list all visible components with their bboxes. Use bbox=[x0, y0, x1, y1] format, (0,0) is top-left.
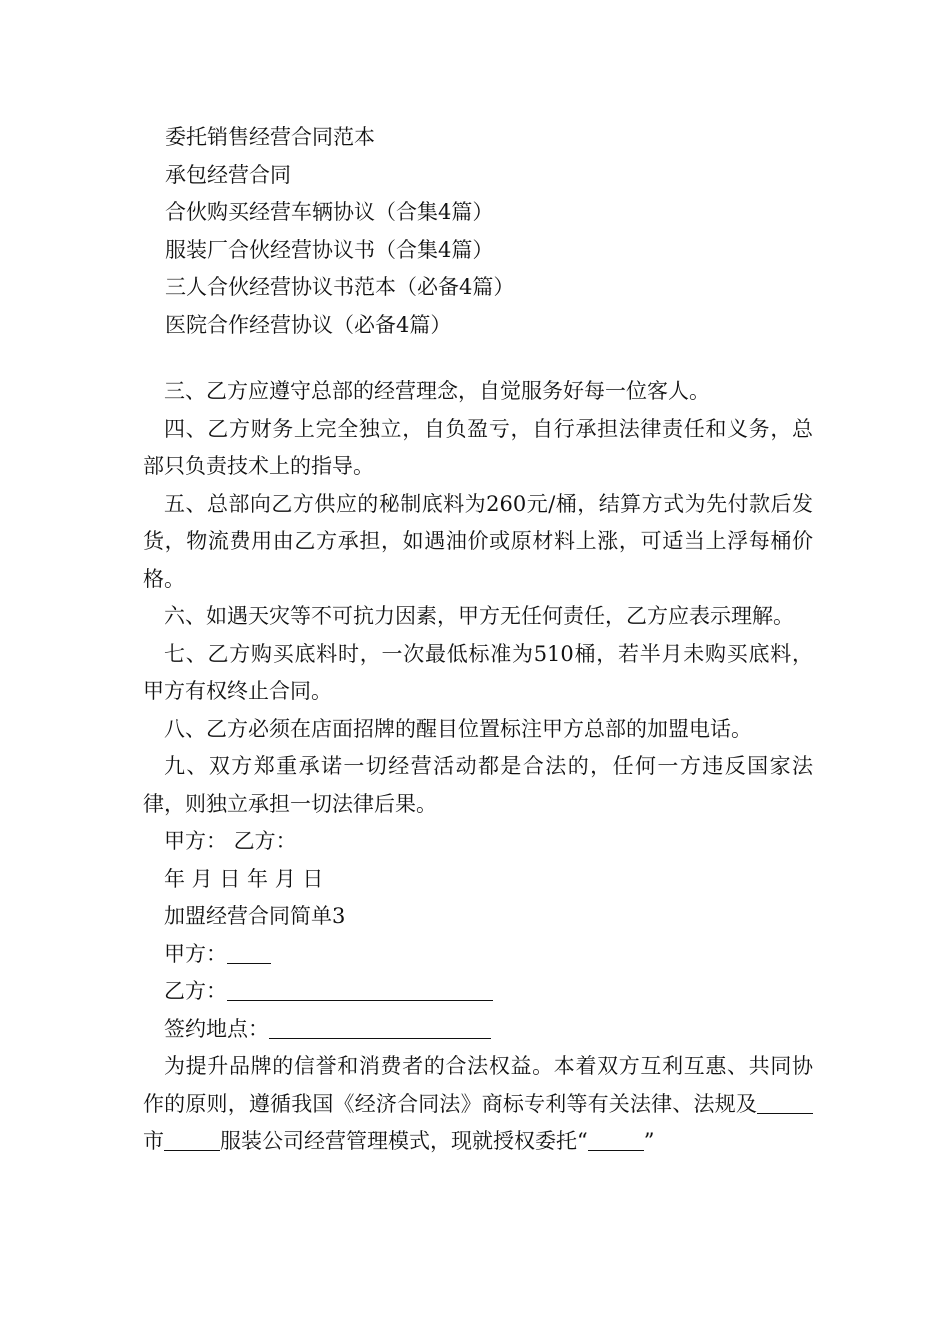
signing-place-line bbox=[143, 1011, 813, 1049]
intro-part2: 服装公司经营管理模式，现就授权委托“ bbox=[220, 1129, 588, 1153]
clause-5: 五、总部向乙方供应的秘制底料为260元/桶，结算方式为先付款后发货，物流费用由乙方承担，如遇油价或原材料上涨，可适当上浮每桶价格。 bbox=[143, 491, 813, 591]
party-b-blank[interactable] bbox=[227, 977, 493, 1001]
party-a-blank[interactable] bbox=[227, 940, 271, 964]
party-a-line bbox=[143, 936, 813, 974]
related-doc-item[interactable]: 服装厂合伙经营协议书（合集4篇） bbox=[165, 237, 494, 262]
intro-part1: 为提升品牌的信誉和消费者的合法权益。本着双方互利互惠、共同协作的原则，遵循我国《经济合同法》商标专利等有关法律、法规及 bbox=[143, 1054, 813, 1116]
intro-quote-end: ” bbox=[643, 1129, 655, 1153]
related-doc-item[interactable]: 医院合作经营协议（必备4篇） bbox=[165, 312, 452, 337]
city-blank[interactable] bbox=[164, 1127, 220, 1151]
clause-7: 七、乙方购买底料时，一次最低标准为510桶，若半月未购买底料，甲方有权终止合同。 bbox=[143, 641, 813, 703]
clause-6: 六、如遇天灾等不可抗力因素，甲方无任何责任，乙方应表示理解。 bbox=[164, 604, 794, 628]
related-doc-item[interactable]: 合伙购买经营车辆协议（合集4篇） bbox=[165, 200, 494, 224]
clause-9: 九、双方郑重承诺一切经营活动都是合法的，任何一方违反国家法律，则独立承担一切法律后果。 bbox=[143, 754, 813, 816]
signature-date: 年 月 日 年 月 日 bbox=[164, 866, 324, 891]
authorized-party-blank[interactable] bbox=[588, 1127, 644, 1151]
signing-place-blank[interactable] bbox=[269, 1015, 491, 1039]
contract-3-intro bbox=[143, 1048, 813, 1161]
party-b-label: 乙方： bbox=[164, 979, 227, 1003]
contract-3-title: 加盟经营合同简单3 bbox=[164, 904, 346, 928]
intro-city: 市 bbox=[143, 1129, 164, 1153]
signature-parties: 甲方： 乙方： bbox=[164, 829, 297, 853]
related-doc-item[interactable]: 三人合伙经营协议书范本（必备4篇） bbox=[165, 275, 515, 299]
signing-place-label: 签约地点： bbox=[164, 1016, 269, 1041]
related-documents-list bbox=[165, 119, 865, 344]
clause-3: 三、乙方应遵守总部的经营理念，自觉服务好每一位客人。 bbox=[164, 379, 710, 403]
clause-8: 八、乙方必须在店面招牌的醒目位置标注甲方总部的加盟电话。 bbox=[164, 716, 752, 741]
province-blank[interactable] bbox=[757, 1090, 813, 1114]
contract-body bbox=[143, 373, 813, 1161]
related-doc-item[interactable]: 委托销售经营合同范本 bbox=[165, 125, 375, 149]
clause-4: 四、乙方财务上完全独立，自负盈亏，自行承担法律责任和义务，总部只负责技术上的指导。 bbox=[143, 416, 813, 478]
party-a-label: 甲方： bbox=[164, 941, 227, 966]
party-b-line bbox=[143, 973, 813, 1011]
related-doc-item[interactable]: 承包经营合同 bbox=[165, 162, 291, 187]
